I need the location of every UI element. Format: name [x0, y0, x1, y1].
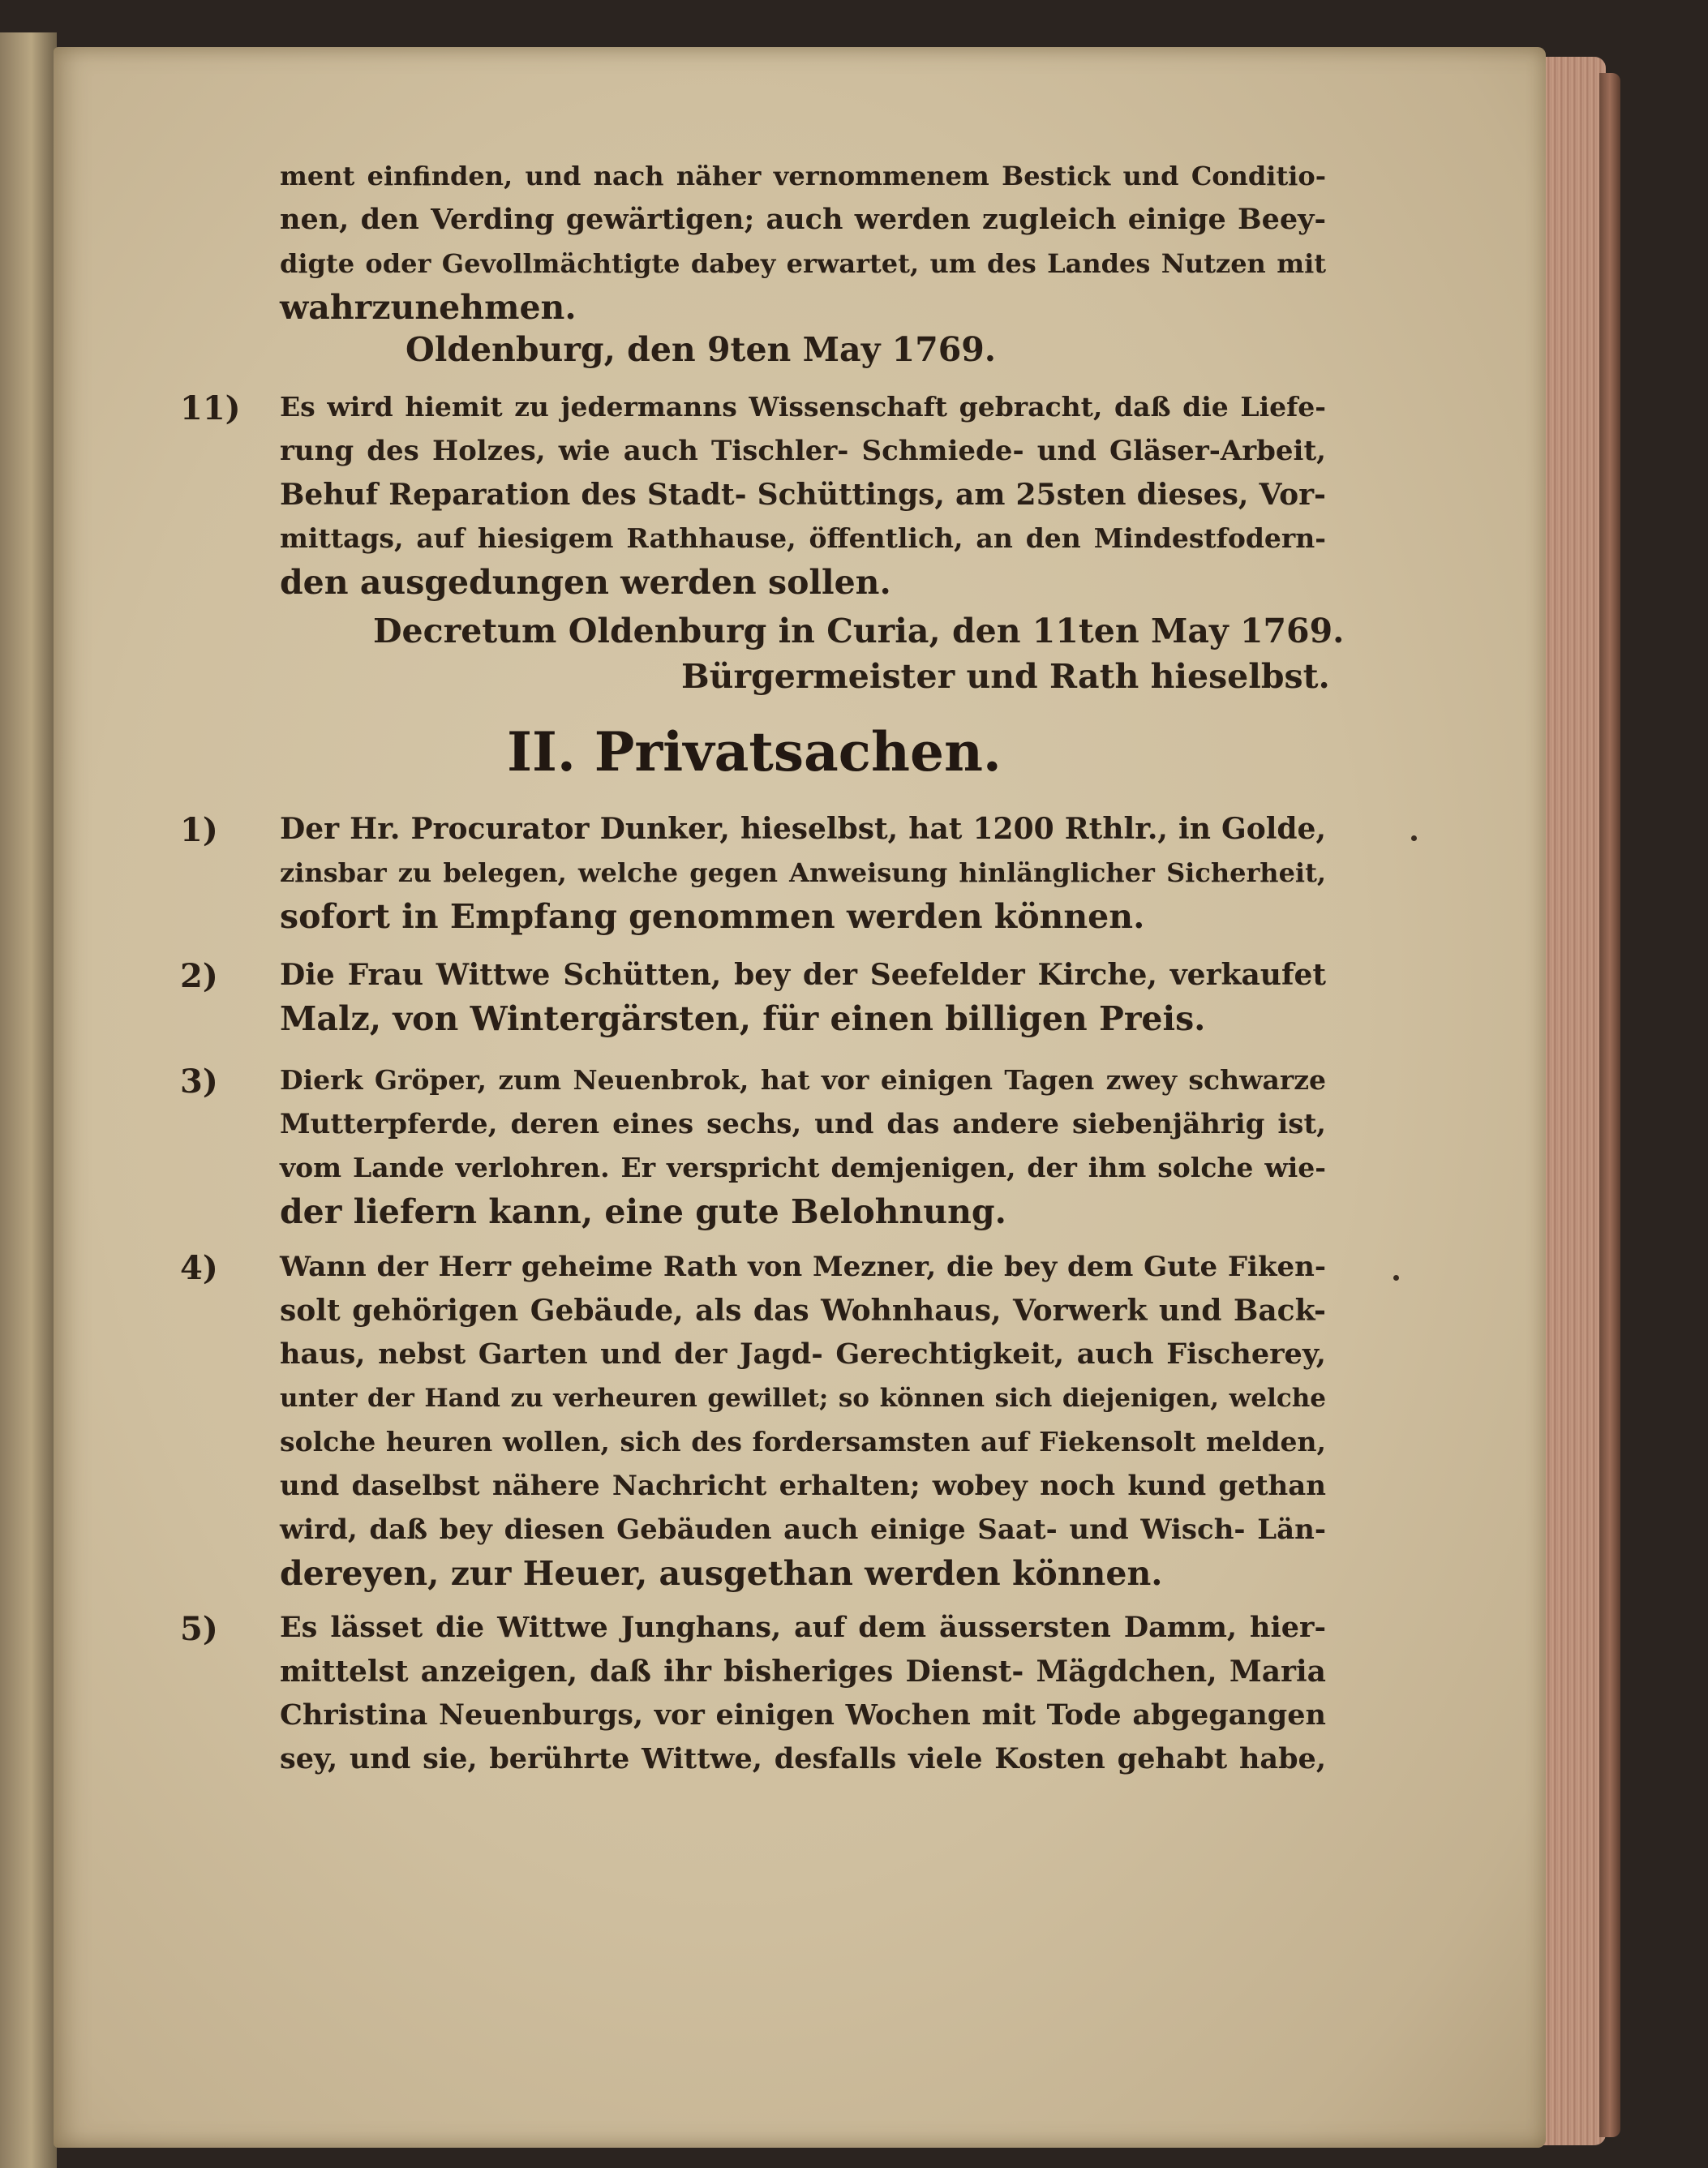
item3-paragraph	[280, 1058, 1326, 1234]
item1-line: zinsbar zu belegen, welche gegen Anweisung hinlänglicher Sicherheit,	[280, 857, 1326, 888]
intro-date: Oldenburg, den 9ten May 1769.	[406, 330, 997, 369]
item1-line: Der Hr. Procurator Dunker, hieselbst, hat 1200 Rthlr., in Golde,	[280, 812, 1326, 846]
item4-line: und daselbst nähere Nachricht erhalten; wobey noch kund gethan	[280, 1470, 1326, 1502]
item4-line: wird, daß bey diesen Gebäuden auch einige Saat- und Wisch- Län-	[280, 1513, 1326, 1546]
item11-line: den ausgedungen werden sollen.	[280, 563, 891, 602]
ink-speck	[1393, 1275, 1399, 1281]
item-number: 1)	[180, 811, 218, 849]
intro-line: digte oder Gevollmächtigte dabey erwartet, um des Landes Nutzen mit	[280, 248, 1326, 279]
intro-line: ment einfinden, und nach näher vernommenem Bestick und Conditio-	[280, 161, 1326, 191]
item4-line: solt gehörigen Gebäude, als das Wohnhaus, Vorwerk und Back-	[280, 1294, 1326, 1328]
item5-line: Christina Neuenburgs, vor einigen Wochen mit Tode abgegangen	[280, 1698, 1326, 1732]
item3-line: Mutterpferde, deren eines sechs, und das andere siebenjährig ist,	[280, 1108, 1326, 1140]
item-number: 3)	[180, 1063, 218, 1101]
item11-line: Behuf Reparation des Stadt- Schüttings, am 25sten dieses, Vor-	[280, 478, 1326, 512]
item2-paragraph	[280, 953, 1326, 1041]
decree-line: Decretum Oldenburg in Curia, den 11ten May 1769.	[373, 612, 1345, 650]
signature-line: Bürgermeister und Rath hieselbst.	[681, 657, 1330, 696]
section-heading: II. Privatsachen.	[507, 720, 1002, 783]
item4-line: dereyen, zur Heuer, ausgethan werden können.	[280, 1554, 1163, 1593]
item11-paragraph	[280, 385, 1326, 604]
intro-paragraph	[280, 154, 1326, 329]
item5-line: mittelst anzeigen, daß ihr bisheriges Dienst- Mägdchen, Maria	[280, 1655, 1326, 1689]
item5-paragraph	[280, 1606, 1326, 1781]
item11-line: Es wird hiemit zu jedermanns Wissenschaft gebracht, daß die Liefe-	[280, 391, 1326, 423]
item-number: 4)	[180, 1249, 218, 1287]
item2-line: Die Frau Wittwe Schütten, bey der Seefelder Kirche, verkaufet	[280, 958, 1326, 992]
book-cover-edge	[1599, 73, 1620, 2137]
ink-speck	[1411, 835, 1417, 841]
item-number: 2)	[180, 957, 218, 995]
item4-line: haus, nebst Garten und der Jagd- Gerechtigkeit, auch Fischerey,	[280, 1337, 1326, 1371]
item4-line: unter der Hand zu verheuren gewillet; so können sich diejenigen, welche	[280, 1384, 1326, 1413]
item4-line: solche heuren wollen, sich des fordersamsten auf Fiekensolt melden,	[280, 1426, 1326, 1457]
item5-line: Es lässet die Wittwe Junghans, auf dem äussersten Damm, hier-	[280, 1611, 1326, 1644]
intro-line: nen, den Verding gewärtigen; auch werden zugleich einige Beey-	[280, 203, 1326, 236]
item5-line: sey, und sie, berührte Wittwe, desfalls viele Kosten gehabt habe,	[280, 1742, 1326, 1775]
item1-line: sofort in Empfang genommen werden können.	[280, 897, 1145, 936]
item-number: 5)	[180, 1610, 218, 1648]
item11-line: mittags, auf hiesigem Rathhause, öffentlich, an den Mindestfodern-	[280, 522, 1326, 554]
item3-line: Dierk Gröper, zum Neuenbrok, hat vor einigen Tagen zwey schwarze	[280, 1064, 1326, 1096]
intro-line: wahrzunehmen.	[280, 288, 577, 327]
item1-paragraph	[280, 807, 1326, 938]
item3-line: der liefern kann, eine gute Belohnung.	[280, 1192, 1006, 1231]
item4-line: Wann der Herr geheime Rath von Mezner, die bey dem Gute Fiken-	[280, 1251, 1326, 1283]
facing-page-edge	[0, 32, 57, 2168]
item2-line: Malz, von Wintergärsten, für einen billigen Preis.	[280, 999, 1206, 1038]
item3-line: vom Lande verlohren. Er verspricht demjenigen, der ihm solche wie-	[280, 1152, 1326, 1183]
item-number: 11)	[180, 389, 241, 427]
item4-paragraph	[280, 1245, 1326, 1595]
item11-line: rung des Holzes, wie auch Tischler- Schmiede- und Gläser-Arbeit,	[280, 435, 1326, 467]
